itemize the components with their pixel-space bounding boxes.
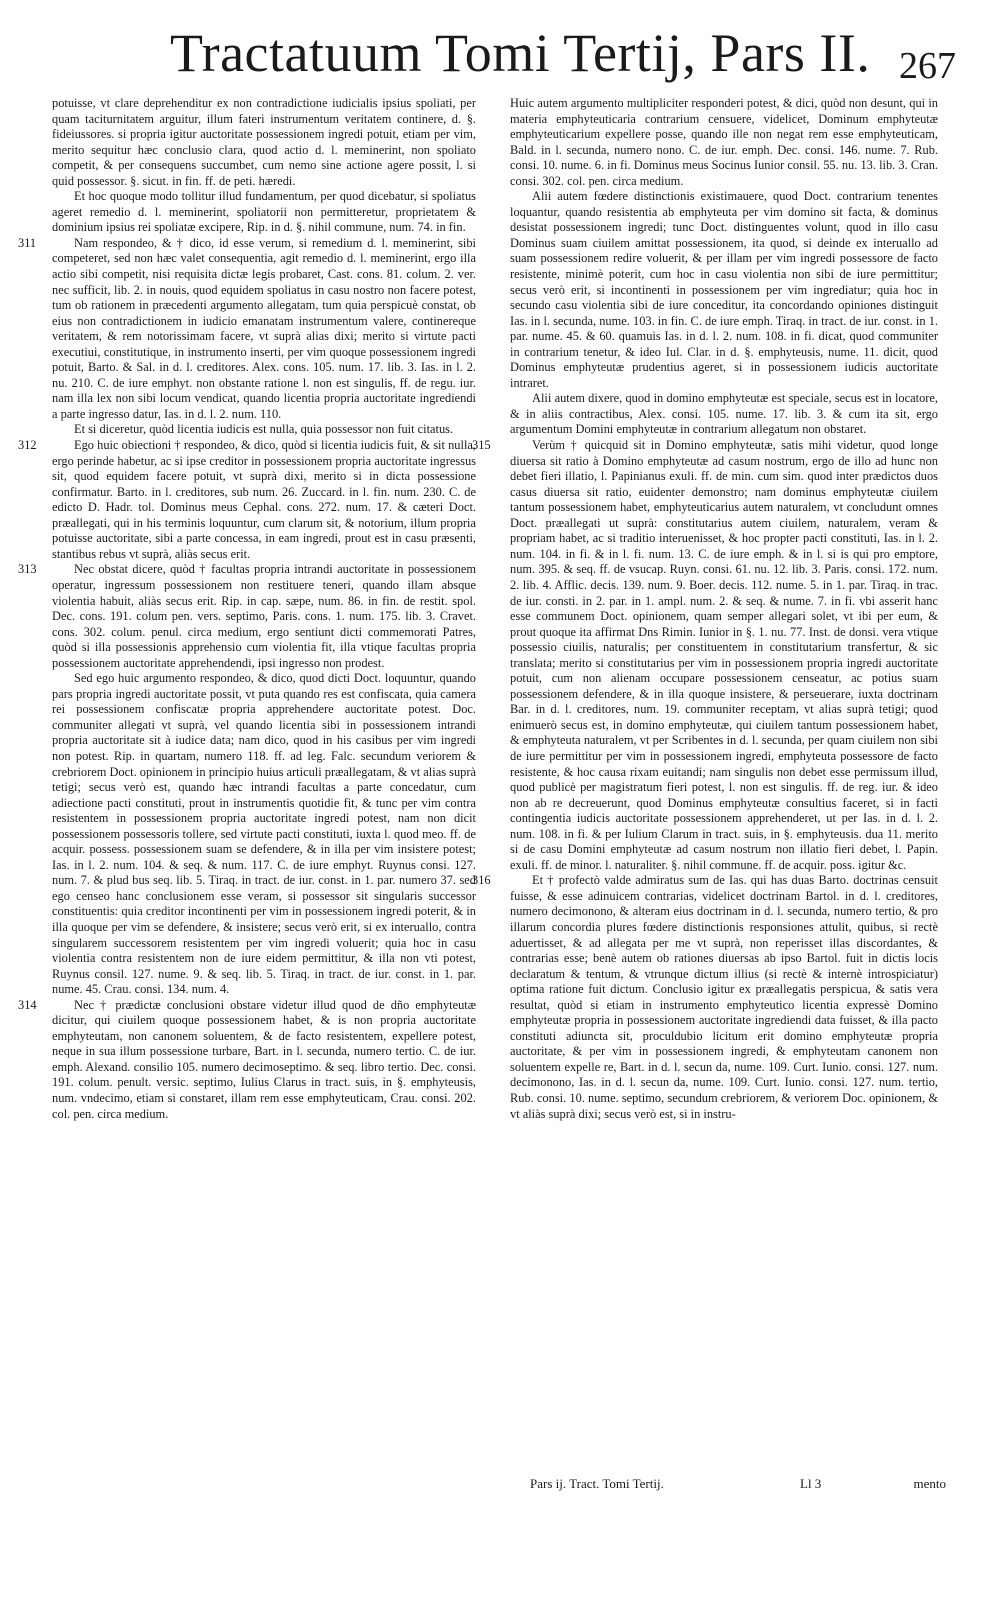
signature-title: Pars ij. Tract. Tomi Tertij.	[530, 1476, 664, 1491]
page-footer	[530, 1476, 950, 1496]
paragraph	[18, 235, 476, 423]
margin-number: 315	[472, 438, 491, 453]
paragraph	[52, 422, 476, 438]
paragraph-text: Nec obstat dicere, quòd † facultas propria intrandi auctoritate in possessionem operatur, ingressum possessionem non restituere teneri, quando illam absque violentia habuit, aliàs secus erit. Rip. in cap. sæpe, num. 86. in fin. de restit. spol. Dec. cons. 191. colum pen. vers. septimo, Paris. cons. 1. num. 175. lib. 3. Cravet. cons. 302. colum. penul. circa medium, ergo sentiunt dicti commemorati Patres, quòd si illa possessionis apprehensio cum violentia fit, illa vtique facultas propria possessionem auctoritate apprehendendi, ipsi ingresso non prodest.	[52, 562, 476, 670]
paragraph	[510, 391, 938, 438]
paragraph	[52, 671, 476, 997]
paragraph	[18, 438, 476, 562]
margin-number: 312	[18, 438, 37, 453]
paragraph	[18, 562, 476, 671]
paragraph	[472, 438, 938, 873]
margin-number: 311	[18, 235, 37, 250]
paragraph-text: Nam respondeo, & † dico, id esse verum, si remedium d. l. meminerint, sibi competeret, sed non hæc valet consequentia, agit remedio d. l. meminerint, ergo illa actio sibi competit, nisi requisita dictæ legis probaret, Cast. cons. 81. colum. 2. ver. nec sufficit, lib. 2. in nouis, quod equidem spoliatus in casu nostro non facere potest, tum ob rationem in præcedenti argumento allegatam, tum quia perspicuè constat, ob eius non contradictionem in iudicio emanatam instrumentum valere, continereque veritatem, & rem notorissimam facere, vt suprà alias dixi; merito si virtute pacti executiui, constitutique, in instrumento inserti, per vim quoque possessionem ingredi potuit, Barto. & Sal. in d. l. creditores. Alex. cons. 105. num. 17. lib. 3. Ias. in l. 2. nu. 210. C. de iure emphyt. non obstante ratione l. non est singulis, ff. de regu. iur. nam illa lex non sibi locum vendicat, quando licentia propria auctoritate ingrediendi a parte ingresso datur, Ias. in d. l. 2. num. 110.	[52, 235, 476, 421]
paragraph	[18, 997, 476, 1122]
paragraph-text: Sed ego huic argumento respondeo, & dico, quod dicti Doct. loquuntur, quando pars propria ingredi auctoritate possit, vt puta quando res est confiscata, quia camera rei possessionem confiscatæ propria apprehendere auctoritate potest. Doc. communiter allegati vt suprà, vel quando licentia sibi in possessionem intrandi propria auctoritate sit à iudice data; nam dico, quod in his casibus per vim ingredi non potest. Rip. in quartam, numero 118. ff. ad leg. Falc. secundum veriorem & crebriorem Doct. opinionem in principio huius articuli præallegatam, & vt alias suprà tetigi; secus verò est, quando hæc intrandi facultas a parte concedatur, cum adiectione pacti constituti, prout in instrumentis quotidie fit, & tunc per vim contra resistentem in possessionem propria auctoritate ingredi potest, nam non dicit possessionem possessoris tollere, sed virtute pacti constituti, iuxta l. quod meo. ff. de acquir. possess. possessionem suam se defendere, & in illa per vim insistere potest; Ias. in l. 2. num. 104. & seq. & num. 117. C. de iure emphyt. Ruynus consi. 127. num. 7. & plud bus seq. lib. 5. Tiraq. in tract. de iur. const. in 1. par. numero 37. sed ego censeo hanc conclusionem esse veram, si possessor sit singularis successor constituentis: quia creditor incontinenti per vim in possessionem ingredi poterit, & in illa quoque per vim se defendere, & insistere; secus verò erit, si ex interuallo, contra singularem successorem resistentem per vim ingredi voluerit; quia hoc in casu violentia contra resistentem non de iure eidem permittitur, & illa non vti potest, Ruynus consil. 127. nume. 9. & seq. lib. 5. Tiraq. in tract. de iur. const. in 1. par. nume. 45. Crau. consi. 134. num. 4.	[52, 671, 476, 997]
paragraph	[472, 873, 938, 1122]
paragraph-text: Alii autem dixere, quod in domino emphyteutæ est speciale, secus est in locatore, & in aliis contractibus, Alex. consi. 105. nume. 17. lib. 3. & cum ita sit, ergo argumentum Domini emphyteutæ in contrarium allegatum non obstaret.	[510, 391, 938, 437]
paragraph-text: Alii autem fœdere distinctionis existimauere, quod Doct. contrarium tenentes loquantur, quando resistentia ab emphyteuta per vim domino sit facta, & dominus desistat possessionem ingredi; tunc Doct. distinguentes volunt, quod in illo casu Dominus suam ciuilem amittat possessionem, ita quod, si deinde ex interuallo ad suam possessionem redire voluerit, & per illam per vim ingredi possessore de facto resistente, minimè poterit, cum hoc in casu violentia non sibi de iure permittitur; secus verò erit, si incontinenti in possessionem per vim ingrediatur; quia hoc in secundo casu violentia sibi de iure conceditur, ita concordando opiniones distinguit Ias. in l. secunda, nume. 103. in fin. C. de iure emph. Tiraq. in tract. de iur. const. in 1. par. nume. 45. & 60. quamuis Ias. in d. l. 2. num. 108. in fi. dicat, quod communiter in contrarium tenetur, & ideo Iul. Clar. in d. §. emphyteusis, nume. 11. dicit, quod Dominus emphyteutæ prudentius ageret, si in possessionem iudicis auctoritate intraret.	[510, 189, 938, 390]
paragraph-text: Et hoc quoque modo tollitur illud fundamentum, per quod dicebatur, si spoliatus ageret remedio d. l. meminerint, spoliatorii non permitteretur, proprietatem & dominium ipsius rei spoliatæ excipere, Rip. in d. §. nihil commune, num. 74. in fin.	[52, 189, 476, 235]
paragraph	[510, 96, 938, 189]
paragraph	[52, 189, 476, 236]
paragraph	[52, 96, 476, 189]
paragraph	[510, 189, 938, 391]
paragraph-text: potuisse, vt clare deprehenditur ex non contradictione iudicialis ipsius spoliati, per quam taciturnitatem arguitur, illum fateri instrumentum veritatem continere, d. §. fideiussores. si propria igitur auctoritate possessionem ingredi potuit, etiam per vim, merito sequitur hæc conclusio clara, quod actio d. l. meminerint, non spoliato competit, & per consequens succumbet, cum nemo sine actione agere possit, l. si quid possessor. §. sicut. in fin. ff. de peti. hæredi.	[52, 96, 476, 188]
paragraph-text: Et † profectò valde admiratus sum de Ias. qui has duas Barto. doctrinas censuit fuisse, & esse adinuicem contrarias, videlicet doctrinam Bartol. in d. l. creditores, numero decimonono, & alteram eius doctrinam in d. l. secunda, numero tertio, & pro illarum concordia plures fœdere distinctionis responsiones attulit, quibus, si rectè aduertisset, & ad allegata per me vt suprà, non reperisset illas discordantes, & contrarias esse; benè autem ob rationes diuersas ab ipso Bartol. fuit in dictis locis declaratum & tentum, & vtrunque dictum illius (si rectè & internè introspiciatur) optima ratione fuit dictum. Conclusio igitur ex præallegatis perspicua, & satis vera resultat, quòd si etiam in instrumento emphyteutico licentia expressè Domino emphyteutæ propria in possessionem auctoritate ingrediendi data fuisset, & illa pacto constituti adiuncta sit, proculdubio licitum erit domino emphyteutæ propria auctoritate, & per vim in possessionem ingredi, & emphyteutam canonem non soluentem expelle re, Bart. in d. l. secun da, nume. 109. Curt. Iunio. consi. 127. num. decimonono, Ias. in d. l. secun da, nume. 109. Curt. Iunio. consi. 127. num. tertio, Rub. consi. 10. nume. septimo, secundum crebriorem, & veriorem Doc. opinionem, & vt aliàs suprà dixi; secus verò est, si in instru-	[510, 873, 938, 1121]
running-title: Tractatuum Tomi Tertij, Pars II.	[170, 23, 871, 83]
right-text-column	[472, 96, 938, 1122]
paragraph-text: Verùm † quicquid sit in Domino emphyteutæ, satis mihi videtur, quod longe diuersa sit ratio à Domino emphyteutæ ad casum nostrum, ergo de illo ad hunc non debet fieri illatio, l. Papinianus exuli. ff. de min. cum sim. quod inter prædictos duos casus diuersa sit ratio, euidenter demonstro; nam dominus emphyteutæ ciuilem tantum possessionem habet, emphyteuticarius autem naturalem, vt concludunt omnes Doct. præallegati ut suprà: constitutarius autem ciuilem, naturalem, veram & propriam habet, ac si traditio interuenisset, & hoc propter pacti constituti, Ias. in l. 2. num. 104. in fi. & in l. fi. num. 13. C. de iure emph. & in l. si is qui pro emptore, num. 395. & seq. ff. de vsucap. Ruyn. consi. 61. nu. 12. lib. 3. Paris. consi. 172. num. 2. lib. 4. Afflic. decis. 139. num. 9. Boer. decis. 112. nume. 5. in 1. par. Tiraq. in trac. de iur. consti. in 2. par. in 1. ampl. num. 2. & seq. & nume. 7. in fi. vbi asserit hanc esse communem Doct. opinionem, quam semper allegari solet, vt ibi per eum, & prout quoque ita affirmat Dns Rimin. Iunior in §. 1. nu. 77. Inst. de donsi. vera vtique possessio ciuilis, naturalis; per constituentem in constitutarium transfertur, & sic translata; merito si constitutarius per vim in possessionem propria ingredi auctoritate potuit, cum non alienam occupare possessionem censeatur, ac potius suam possessionem defendere, & in illa quoque insistere, & perseuerare, iuxta doctrinam Bar. in d. l. creditores, num. 19. communiter receptam, vt alias suprà tetigi; quod enimuerò secus est, in domino emphyteutæ, qui ciuilem tantum possessionem habet, & emphyteuta naturalem, vt per Scribentes in d. l. secunda, per quam ciuilem non sibi de iure permittitur per vim in possessionem ingredi, emphyteuta possessore de facto resistente, & hoc causa rixam euitandi; nam singulis non debet esse permissum illud, quod publicè per magistratum fieri potest, l. non est singulis. ff. de reg. iur. & ideo non ab re decreuerunt, quod Dominus emphyteutæ consultius faceret, si in facti contingentia iudicis auctoritate possessionem apprehenderet, ut per Ias. in d. l. 2. num. 108. in fi. & per Iulium Clarum in tract. suis, in §. emphyteusis. dua 11. merito si de casu Domini emphyteutæ ad casum nostrum non illatio fieri debet, l. Papin. exuli. ff. de minor. l. naturaliter. §. nihil commune. ff. de acquir. poss. igitur &c.	[510, 438, 938, 872]
margin-number: 314	[18, 997, 37, 1012]
signature-mark: Ll 3	[800, 1476, 822, 1491]
paragraph-text: Et si diceretur, quòd licentia iudicis est nulla, quia possessor non fuit citatus.	[74, 422, 454, 437]
page-header	[150, 16, 970, 106]
paragraph-text: Ego huic obiectioni † respondeo, & dico, quòd si licentia iudicis fuit, & sit nulla, ergo perinde habetur, ac si ipse creditor in possessionem propria auctoritate ingressus sit, quod equidem facere potuit, vt suprà dixi, merito si in dicta possessione confirmatur. Barto. in l. creditores, sub num. 26. Zuccard. in l. fin. num. 230. C. de edicto D. Hadr. tol. Dominus meus Cephal. cons. 272. num. 17. & cæteri Doct. præallegati, qui in his terminis loquuntur, cum clarum sit, & notorium, illum propria potuisse auctoritate, sibi a parte concessa, in eam ingredi, prout est in casu præsenti, stantibus rebus vt suprà, aliàs secus erit.	[52, 438, 476, 561]
paragraph-text: Huic autem argumento multipliciter responderi potest, & dici, quòd non desunt, qui in materia emphyteuticaria contrarium censuere, videlicet, Dominum emphyteutæ emphyteuticarium expellere posse, quando ille non negat rem esse emphyteuticam, Bald. in l. secunda, numero nono. C. de iur. emph. Dec. consi. 146. nume. 7. Rub. consi. 10. nume. 6. in fi. Dominus meus Socinus Iunior consil. 55. nu. 13. lib. 3. Cran. consi. 302. col. pen. circa medium.	[510, 96, 938, 188]
margin-number: 313	[18, 562, 37, 577]
catchword: mento	[913, 1476, 946, 1491]
left-text-column	[18, 96, 476, 1122]
margin-number: 316	[472, 873, 491, 888]
paragraph-text: Nec † prædictæ conclusioni obstare videtur illud quod de dño emphyteutæ dicitur, qui ciuilem quoque possessionem habet, & is non propria auctoritate emphyteutam, non canonem soluentem, & de facto resistentem, expellere potest, neque in sua illum possessione turbare, Bart. in l. secunda, numero tertio. C. de iur. emph. Alexand. consilio 105. numero decimoseptimo. & seq. libro tertio. Dec. consi. 191. colum. penult. versic. septimo, Iulius Clarus in tract. suis, in §. emphyteusis, num. vndecimo, etiam si constaret, illam rem esse emphyteuticam, Crau. consi. 202. col. pen. circa medium.	[52, 997, 476, 1121]
page-number: 267	[899, 45, 956, 87]
